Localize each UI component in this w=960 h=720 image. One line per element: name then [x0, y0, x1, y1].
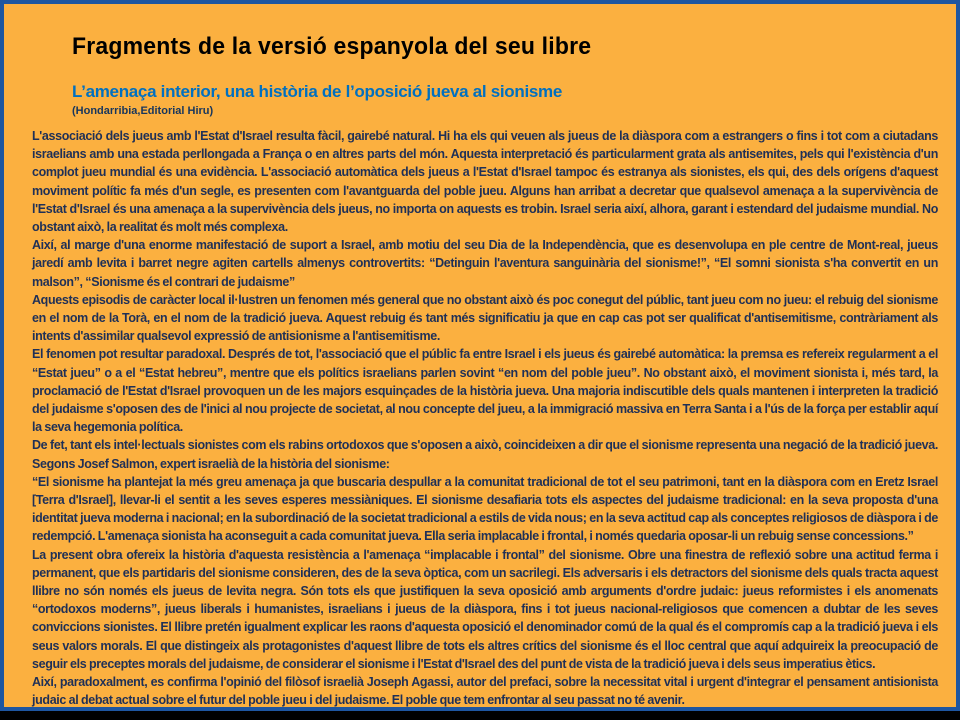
body-paragraph: L'associació dels jueus amb l'Estat d'Israel resulta fàcil, gairebé natural. Hi ha els qui veuen als jueus de la diàspora com a estrangers o fins i tot com a ciutadans israelians amb una estada perllongada a França o en altres parts del món. Aquesta interpretació és particularment grata als antisemites, pels qui l'existència d'un complot jueu mundial és una evidència. L'associació automàtica dels jueus a l'Estat d'Israel tampoc és estranya als sionistes, els qui, des dels orígens d'aquest moviment polític fa més d'un segle, es presenten com l'avantguarda del poble jueu. Alguns han arribat a decretar que qualsevol amenaça a la supervivència de l'Estat d'Israel és una amenaça a la supervivència dels jueus, no importa on aquests es trobin. Israel seria així, alhora, garant i estendard del judaisme mundial. No obstant això, la realitat és molt més complexa. — [32, 129, 938, 235]
body-paragraph: El fenomen pot resultar paradoxal. Després de tot, l'associació que el públic fa entre Israel i els jueus és gairebé automàtica: la premsa es refereix regularment a el “Estat jueu” o a el “Estat hebreu”, mentre que els polítics israelians parlen sovint “en nom del poble jueu”. No obstant això, el moviment sionista i, més tard, la proclamació de l'Estat d'Israel provoquen un de les majors esquinçades de la història jueva. Una majoria indiscutible dels quals mantenen i interpreten la tradició del judaisme s'oposen des de l'inici al nou projecte de societat, al nou concepte del jueu, a la immigració massiva en Terra Santa i a l'ús de la força per establir aquí la seva hegemonia política. — [32, 347, 938, 435]
book-title: L’amenaça interior, una història de l’oposició jueva al sionisme — [72, 82, 563, 101]
body-paragraph: Així, paradoxalment, es confirma l'opinió del filòsof israelià Joseph Agassi, autor del prefaci, sobre la necessitat vital i urgent d'integrar el pensament antisionista judaic al debat actual sobre el futur del poble jueu i del judaisme. El poble que tem enfrontar al seu passat no té avenir. — [32, 675, 938, 708]
body-paragraph: Així, al marge d'una enorme manifestació de suport a Israel, amb motiu del seu Dia de la Independència, que es desenvolupa en ple centre de Mont-real, jueus jaredí amb levita i barret negre agiten cartells almenys controvertits: “Detinguin l'aventura sanguinària del sionisme!”, “El somni sionista s'ha convertit en un malson”, “Sionisme és el contrari de judaisme” — [32, 238, 938, 289]
page-title: Fragments de la versió espanyola del seu libre — [72, 32, 592, 60]
body-paragraph: “El sionisme ha plantejat la més greu amenaça ja que buscaria despullar a la comunitat tradicional de tot el seu patrimoni, tant en la diàspora com en Eretz Israel [Terra d'Israel], llevar-li el sentit a les seves esperes messiàniques. El sionisme desafiaria tots els aspectes del judaisme tradicional: en la seva proposta d'una identitat jueva moderna i nacional; en la subordinació de la societat tradicional a estils de vida nous; en la seva actitud cap als conceptes religiosos de diàspora i de redempció. L'amenaça sionista ha aconseguit a cada comunitat jueva. Ella seria implacable i frontal, i només quedaria oposar-li un rebuig sense concessions.” — [32, 474, 938, 544]
body-paragraph: Aquests episodis de caràcter local il·lustren un fenomen més general que no obstant això és poc conegut del públic, tant jueu com no jueu: el rebuig del sionisme en el nom de la Torà, en el nom de la tradició jueva. Aquest rebuig és tant més significatiu ja que en cap cas pot ser qualificat d'antisemitisme, contràriament als intents d'assimilar qualsevol expressió de antisionisme a l'antisemitisme. — [32, 292, 938, 344]
body-paragraph: De fet, tant els intel·lectuals sionistes com els rabins ortodoxos que s'oposen a això, coincideixen a dir que el sionisme representa una negació de la tradició jueva. Segons Josef Salmon, expert israelià de la història del sionisme: — [32, 438, 938, 471]
publisher-line: (Hondarribia,Editorial Hiru) — [72, 105, 214, 117]
body-text — [32, 127, 938, 710]
body-paragraph: La present obra ofereix la història d'aquesta resistència a l'amenaça “implacable i frontal” del sionisme. Obre una finestra de reflexió sobre una actitud ferma i permanent, que els partidaris del sionisme consideren, des de la seva òptica, com un sacrilegi. Els adversaris i els detractors del sionisme dels quals tracta aquest llibre no són només els jueus de levita negra. Són tots els que justifiquen la seva oposició amb arguments d'ordre judaic: jueus reformistes i els anomenats “ortodoxos moderns”, jueus liberals i humanistes, israelians i jueus de la diàspora, fins i tot jueus nacional-religiosos que comencen a dubtar de les seves conviccions sionistes. El llibre pretén igualment explicar les raons d'aquesta oposició el denominador comú de la qual és el compromís cap a la tradició jueva i els seus valors morals. El que distingeix als protagonistes d'aquest llibre de tots els altres crítics del sionisme és el lloc central que aquí adquireix la preocupació de seguir els preceptes morals del judaisme, de considerar el sionisme i l'Estat d'Israel des del punt de vista de la tradició jueva i dels seus imperatius ètics. — [32, 547, 938, 671]
